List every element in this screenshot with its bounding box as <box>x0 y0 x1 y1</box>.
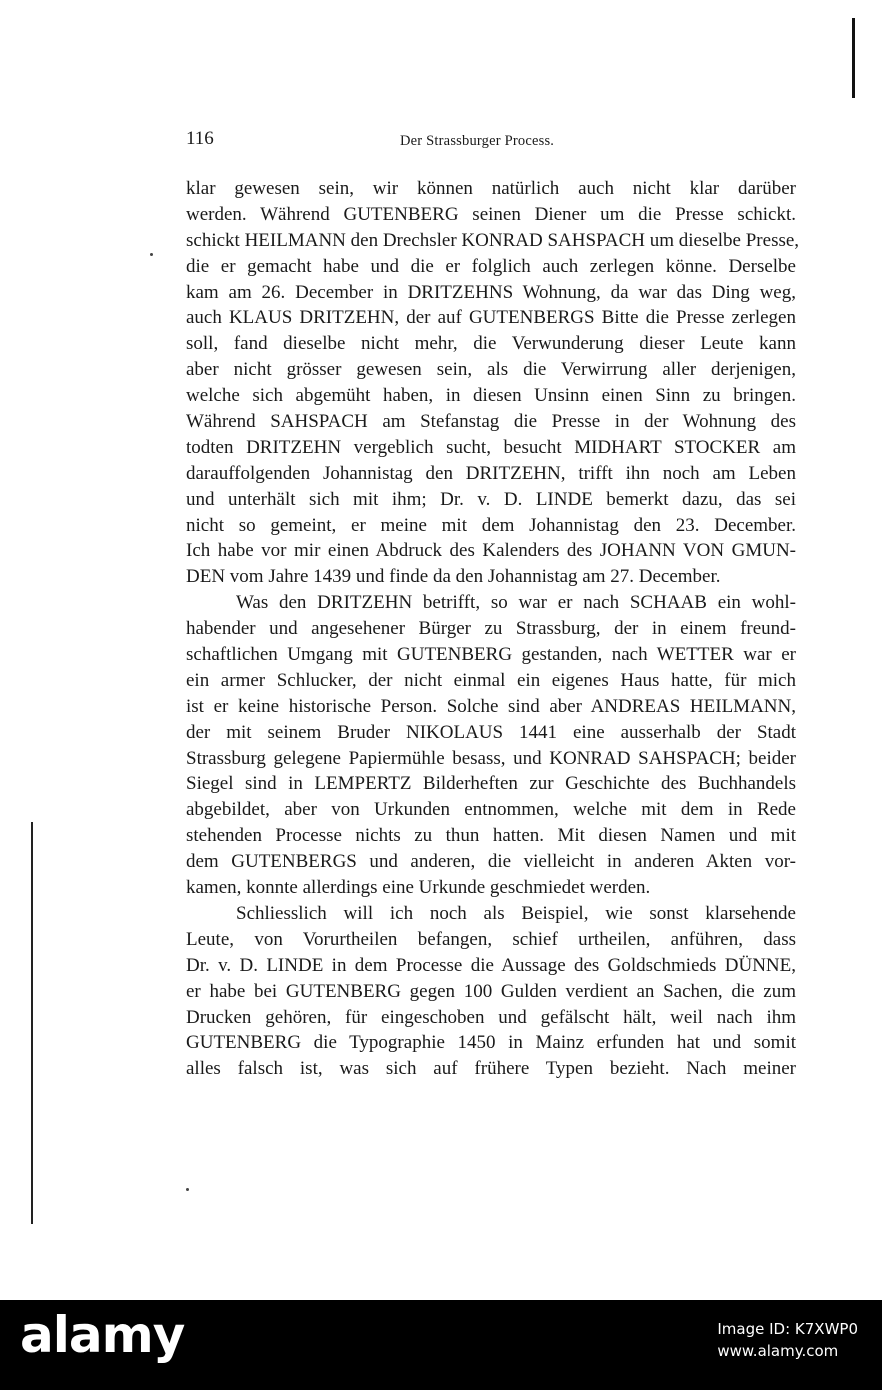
scan-margin-line <box>31 822 33 1224</box>
text-line: Was den DRITZEHN betrifft, so war er nach SCHAAB ein wohl- <box>236 592 796 614</box>
text-line: Strassburg gelegene Papiermühle besass, und KONRAD SAHSPACH; beider <box>186 747 796 769</box>
text-line: todten DRITZEHN vergeblich sucht, besucht MIDHART STOCKER am <box>186 436 796 458</box>
watermark-logo: alamy <box>20 1306 185 1364</box>
text-line: Ich habe vor mir einen Abdruck des Kalenders des JOHANN VON GMUN- <box>186 540 796 562</box>
text-line: GUTENBERG die Typographie 1450 in Mainz erfunden hat und somit <box>186 1032 796 1054</box>
watermark-image-id <box>717 1318 858 1362</box>
text-line: Während SAHSPACH am Stefanstag die Presse in der Wohnung des <box>186 411 796 433</box>
text-line: abgebildet, aber von Urkunden entnommen, welche mit dem in Rede <box>186 799 796 821</box>
text-line: kamen, konnte allerdings eine Urkunde geschmiedet werden. <box>186 877 651 899</box>
text-line: der mit seinem Bruder NIKOLAUS 1441 eine ausserhalb der Stadt <box>186 721 796 743</box>
text-line: aber nicht grösser gewesen sein, als die Verwirrung aller derjenigen, <box>186 359 796 381</box>
text-line: die er gemacht habe und die er folglich auch zerlegen könne. Derselbe <box>186 255 796 277</box>
text-line: ist er keine historische Person. Solche sind aber ANDREAS HEILMANN, <box>186 695 796 717</box>
scan-speck <box>186 1188 189 1191</box>
site-line: www.alamy.com <box>717 1342 839 1360</box>
text-line: schaftlichen Umgang mit GUTENBERG gestanden, nach WETTER war er <box>186 644 796 666</box>
text-line: welche sich abgemüht haben, in diesen Unsinn einen Sinn zu bringen. <box>186 385 796 407</box>
text-line: Schliesslich will ich noch als Beispiel, wie sonst klarsehende <box>236 902 796 924</box>
text-line: Drucken gehören, für eingeschoben und gefälscht hält, weil nach ihm <box>186 1006 796 1028</box>
scan-speck <box>150 253 153 256</box>
text-line: nicht so gemeint, er meine mit dem Johannistag den 23. December. <box>186 514 796 536</box>
image-id-line: Image ID: K7XWP0 <box>717 1320 858 1338</box>
text-line: darauffolgenden Johannistag den DRITZEHN, trifft ihn noch am Leben <box>186 462 796 484</box>
text-line: klar gewesen sein, wir können natürlich auch nicht klar darüber <box>186 178 796 199</box>
text-line: kam am 26. December in DRITZEHNS Wohnung, da war das Ding weg, <box>186 281 796 303</box>
text-line: Dr. v. D. LINDE in dem Processe die Aussage des Goldschmieds DÜNNE, <box>186 954 796 976</box>
text-line: Siegel sind in LEMPERTZ Bilderheften zur Geschichte des Buchhandels <box>186 773 796 795</box>
text-line: dem GUTENBERGS und anderen, die vielleicht in anderen Akten vor- <box>186 851 796 873</box>
page-number: 116 <box>186 128 214 149</box>
text-line: soll, fand dieselbe nicht mehr, die Verwunderung dieser Leute kann <box>186 333 796 355</box>
text-line: stehenden Processe nichts zu thun hatten. Mit diesen Namen und mit <box>186 825 796 847</box>
running-title: Der Strassburger Process. <box>400 133 555 149</box>
text-line: ein armer Schlucker, der nicht einmal ein eigenes Haus hatte, für mich <box>186 669 796 691</box>
text-line: auch KLAUS DRITZEHN, der auf GUTENBERGS Bitte die Presse zerlegen <box>186 307 796 329</box>
text-line: er habe bei GUTENBERG gegen 100 Gulden verdient an Sachen, die zum <box>186 980 796 1002</box>
body-text <box>186 176 800 1082</box>
text-line: werden. Während GUTENBERG seinen Diener um die Presse schickt. <box>186 203 796 225</box>
text-line: Leute, von Vorurtheilen befangen, schief urtheilen, anführen, dass <box>186 928 796 950</box>
page-header <box>186 128 796 158</box>
text-line: schickt HEILMANN den Drechsler KONRAD SAHSPACH um dieselbe Presse, <box>186 229 800 251</box>
text-line: alles falsch ist, was sich auf frühere Typen bezieht. Nach meiner <box>186 1058 796 1080</box>
text-line: habender und angesehener Bürger zu Strassburg, der in einem freund- <box>186 618 796 640</box>
text-line: und unterhält sich mit ihm; Dr. v. D. LINDE bemerkt dazu, das sei <box>186 488 796 510</box>
text-line: DEN vom Jahre 1439 und finde da den Johannistag am 27. December. <box>186 566 721 588</box>
scan-edge-mark <box>852 18 855 98</box>
